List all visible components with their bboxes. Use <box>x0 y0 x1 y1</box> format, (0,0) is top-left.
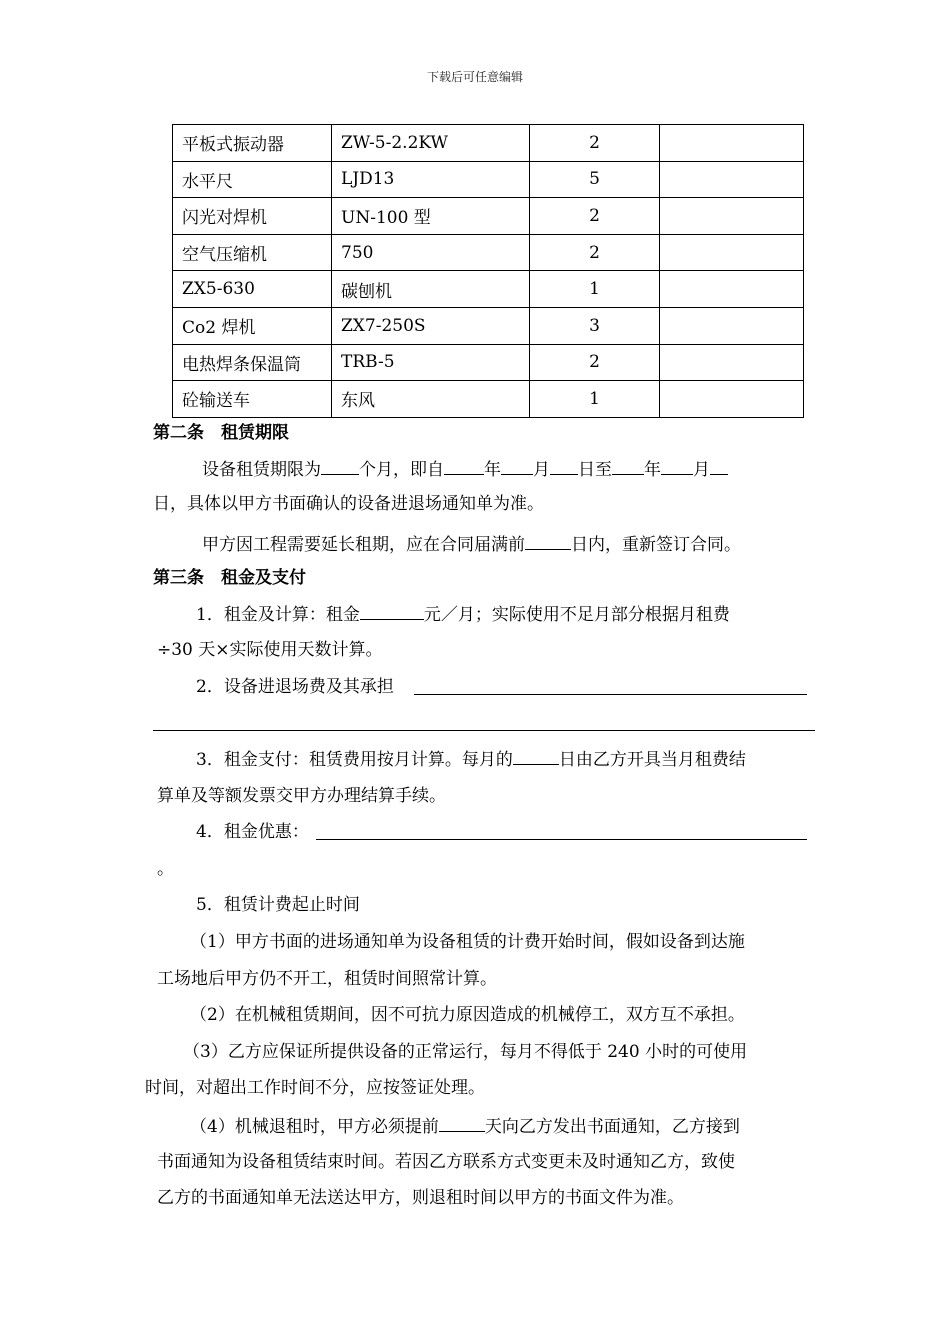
article3-item3-line2: 算单及等额发票交甲方办理结算手续。 <box>157 786 446 806</box>
equipment-quantity-cell: 1 <box>530 271 660 308</box>
blank-entry-exit-fee <box>414 694 807 695</box>
blank-rent-amount <box>360 601 424 620</box>
article3-sub1-line1: （1）甲方书面的进场通知单为设备租赁的计费开始时间，假如设备到达施 <box>190 932 745 952</box>
article3-sub1-line2: 工场地后甲方仍不开工，租赁时间照常计算。 <box>157 969 497 989</box>
article3-sub2: （2）在机械租赁期间，因不可抗力原因造成的机械停工，双方互不承担。 <box>190 1005 745 1025</box>
article3-sub3-line2: 时间，对超出工作时间不分，应按签证处理。 <box>145 1078 485 1098</box>
equipment-note-cell <box>660 234 804 271</box>
text: 3．租金支付：租赁费用按月计算。每月的 <box>196 750 513 770</box>
article3-item4: 4．租金优惠： <box>196 822 309 842</box>
article3-item1-line1 <box>196 601 730 627</box>
equipment-note-cell <box>660 271 804 308</box>
text: 年 <box>484 460 501 480</box>
equipment-model-cell: 东风 <box>332 381 530 418</box>
blank-months <box>321 456 359 475</box>
text: 日内，重新签订合同。 <box>571 535 741 555</box>
article2-title: 第二条 租赁期限 <box>153 423 289 443</box>
article3-sub3-line1: （3）乙方应保证所提供设备的正常运行，每月不得低于 240 小时的可使用 <box>183 1042 748 1062</box>
text: 天向乙方发出书面通知，乙方接到 <box>484 1117 740 1137</box>
equipment-note-cell <box>660 161 804 198</box>
article2-paragraph1-line2: 日，具体以甲方书面确认的设备进退场通知单为准。 <box>153 494 544 514</box>
equipment-model-cell: LJD13 <box>332 161 530 198</box>
text: 个月，即自 <box>359 460 444 480</box>
equipment-name-cell: Co2 焊机 <box>173 307 332 344</box>
page-header: 下载后可任意编辑 <box>426 70 523 84</box>
equipment-name-cell: 电热焊条保温筒 <box>173 344 332 381</box>
equipment-note-cell <box>660 381 804 418</box>
equipment-quantity-cell: 1 <box>530 381 660 418</box>
text: 月 <box>693 460 710 480</box>
article3-sub4-line2: 书面通知为设备租赁结束时间。若因乙方联系方式变更未及时通知乙方，致使 <box>157 1152 735 1172</box>
text: 设备租赁期限为 <box>202 460 321 480</box>
table-row <box>173 344 804 381</box>
text: 甲方因工程需要延长租期，应在合同届满前 <box>202 535 525 555</box>
equipment-model-cell: TRB-5 <box>332 344 530 381</box>
article3-item5: 5．租赁计费起止时间 <box>196 895 360 915</box>
equipment-model-cell: ZX7-250S <box>332 307 530 344</box>
article3-item2: 2．设备进退场费及其承担 <box>196 677 394 697</box>
equipment-name-cell: 空气压缩机 <box>173 234 332 271</box>
equipment-note-cell <box>660 344 804 381</box>
text: 日由乙方开具当月租费结 <box>558 750 746 770</box>
text: 元／月；实际使用不足月部分根据月租费 <box>423 605 730 625</box>
blank-start-month <box>501 456 533 475</box>
article3-item4-end: 。 <box>157 859 174 879</box>
equipment-quantity-cell: 3 <box>530 307 660 344</box>
article3-sub4-line1 <box>190 1113 740 1139</box>
equipment-name-cell: 平板式振动器 <box>173 125 332 162</box>
equipment-table <box>172 124 804 418</box>
equipment-note-cell <box>660 125 804 162</box>
table-row <box>173 161 804 198</box>
equipment-model-cell: 碳刨机 <box>332 271 530 308</box>
table-row <box>173 198 804 235</box>
blank-entry-exit-fee-continued <box>153 730 815 731</box>
equipment-name-cell: 砼输送车 <box>173 381 332 418</box>
blank-end-day <box>710 456 728 475</box>
text: 年 <box>644 460 661 480</box>
blank-end-month <box>661 456 693 475</box>
table-row <box>173 271 804 308</box>
equipment-quantity-cell: 2 <box>530 234 660 271</box>
equipment-quantity-cell: 2 <box>530 198 660 235</box>
table-row <box>173 381 804 418</box>
blank-rent-discount <box>316 839 807 840</box>
article3-item1-line2: ÷30 天×实际使用天数计算。 <box>157 640 383 660</box>
equipment-quantity-cell: 2 <box>530 344 660 381</box>
equipment-name-cell: 闪光对焊机 <box>173 198 332 235</box>
equipment-note-cell <box>660 307 804 344</box>
equipment-quantity-cell: 5 <box>530 161 660 198</box>
article3-sub4-line3: 乙方的书面通知单无法送达甲方，则退租时间以甲方的书面文件为准。 <box>157 1188 684 1208</box>
blank-end-year <box>612 456 644 475</box>
text: 1．租金及计算：租金 <box>196 605 360 625</box>
article3-item3-line1 <box>196 746 746 772</box>
article2-paragraph2 <box>202 531 741 557</box>
equipment-note-cell <box>660 198 804 235</box>
equipment-quantity-cell: 2 <box>530 125 660 162</box>
blank-renew-days <box>525 531 571 550</box>
blank-start-year <box>444 456 484 475</box>
blank-start-day <box>550 456 578 475</box>
blank-notice-days <box>439 1113 485 1132</box>
table-row <box>173 125 804 162</box>
equipment-model-cell: 750 <box>332 234 530 271</box>
equipment-name-cell: 水平尺 <box>173 161 332 198</box>
text: 日至 <box>578 460 612 480</box>
equipment-model-cell: ZW-5-2.2KW <box>332 125 530 162</box>
table-row <box>173 307 804 344</box>
blank-billing-day <box>513 746 559 765</box>
equipment-model-cell: UN-100 型 <box>332 198 530 235</box>
text: （4）机械退租时，甲方必须提前 <box>190 1117 439 1137</box>
table-row <box>173 234 804 271</box>
article2-paragraph1-line1 <box>202 456 728 482</box>
equipment-name-cell: ZX5-630 <box>173 271 332 308</box>
article3-title: 第三条 租金及支付 <box>153 568 306 588</box>
text: 月 <box>533 460 550 480</box>
